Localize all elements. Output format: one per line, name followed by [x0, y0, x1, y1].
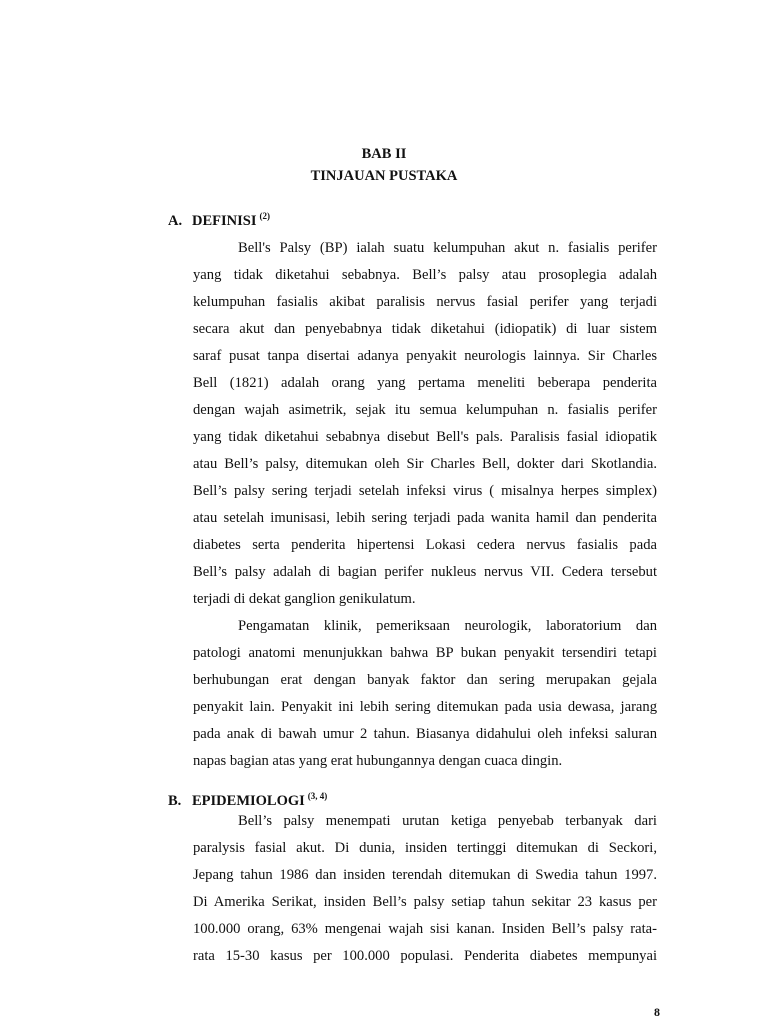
- paragraph-line: yang tidak diketahui sebabnya disebut Bell's pals. Paralisis fasial idiopatik: [193, 429, 657, 445]
- paragraph-line: atau Bell’s palsy, ditemukan oleh Sir Charles Bell, dokter dari Skotlandia.: [193, 456, 657, 472]
- paragraph-line: atau setelah imunisasi, lebih sering terjadi pada wanita hamil dan penderita: [193, 510, 657, 526]
- paragraph-line: rata 15-30 kasus per 100.000 populasi. Penderita diabetes mempunyai: [193, 948, 657, 964]
- paragraph-line: saraf pusat tanpa disertai adanya penyakit neurologis lainnya. Sir Charles: [193, 348, 657, 364]
- paragraph-line: Bell (1821) adalah orang yang pertama meneliti beberapa penderita: [193, 375, 657, 391]
- paragraph-line: Bell's Palsy (BP) ialah suatu kelumpuhan akut n. fasialis perifer: [238, 240, 657, 256]
- section-letter: A.: [168, 213, 183, 229]
- paragraph-line: napas bagian atas yang erat hubungannya dengan cuaca dingin.: [193, 753, 563, 769]
- paragraph-line: Bell’s palsy menempati urutan ketiga penyebab terbanyak dari: [238, 813, 657, 829]
- section-letter: B.: [168, 793, 182, 809]
- paragraph-line: pada anak di bawah umur 2 tahun. Biasanya didahului oleh infeksi saluran: [193, 726, 657, 742]
- section-title: EPIDEMIOLOGI: [192, 793, 305, 809]
- paragraph-line: Bell’s palsy adalah di bagian perifer nukleus nervus VII. Cedera tersebut: [193, 564, 657, 580]
- paragraph-line: yang tidak diketahui sebabnya. Bell’s palsy atau prosoplegia adalah: [193, 267, 657, 283]
- section-heading-epidemiologi: [168, 791, 327, 810]
- paragraph-line: berhubungan erat dengan banyak faktor dan sering merupakan gejala: [193, 672, 657, 688]
- paragraph-line: secara akut dan penyebabnya tidak diketahui (idiopatik) di luar sistem: [193, 321, 657, 337]
- paragraph-line: kelumpuhan fasialis akibat paralisis nervus fasial perifer yang terjadi: [193, 294, 657, 310]
- paragraph-line: penyakit lain. Penyakit ini lebih sering ditemukan pada usia dewasa, jarang: [193, 699, 657, 715]
- paragraph-line: diabetes serta penderita hipertensi Lokasi cedera nervus fasialis pada: [193, 537, 657, 553]
- paragraph-line: Di Amerika Serikat, insiden Bell’s palsy setiap tahun sekitar 23 kasus per: [193, 894, 657, 910]
- paragraph-line: 100.000 orang, 63% mengenai wajah sisi kanan. Insiden Bell’s palsy rata-: [193, 921, 657, 937]
- chapter-title: TINJAUAN PUSTAKA: [310, 168, 458, 184]
- paragraph-line: patologi anatomi menunjukkan bahwa BP bukan penyakit tersendiri tetapi: [193, 645, 657, 661]
- reference-marker: (3, 4): [307, 791, 328, 801]
- page-number: 8: [654, 1005, 660, 1019]
- paragraph-line: Jepang tahun 1986 dan insiden terendah ditemukan di Swedia tahun 1997.: [193, 867, 657, 883]
- paragraph-line: Pengamatan klinik, pemeriksaan neurologik, laboratorium dan: [238, 618, 657, 634]
- section-heading-definisi: [168, 211, 270, 230]
- paragraph-line: Bell’s palsy sering terjadi setelah infeksi virus ( misalnya herpes simplex): [193, 483, 657, 499]
- section-title: DEFINISI: [192, 213, 257, 229]
- paragraph-line: dengan wajah asimetrik, sejak itu semua kelumpuhan n. fasialis perifer: [193, 402, 657, 418]
- reference-marker: (2): [259, 211, 270, 221]
- paragraph-line: paralysis fasial akut. Di dunia, insiden tertinggi ditemukan di Seckori,: [193, 840, 657, 856]
- paragraph-line: terjadi di dekat ganglion genikulatum.: [193, 591, 416, 607]
- chapter-number: BAB II: [361, 146, 407, 162]
